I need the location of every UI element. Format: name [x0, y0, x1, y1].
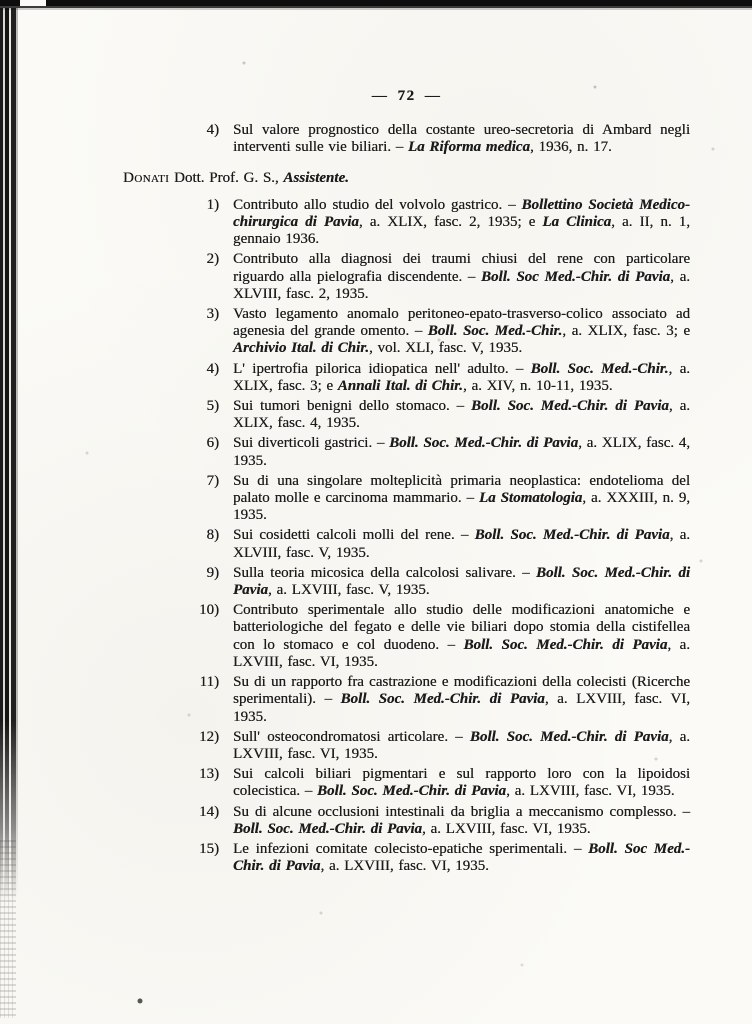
text-segment: Contributo sperimentale allo studio delle modificazioni anatomiche e batteriologiche del fegato e delle vie biliari dopo stomia della cistifellea con lo stomaco e col duodeno. –	[233, 602, 690, 653]
text-segment: , a. XXXIII, n. 9, 1935.	[233, 490, 691, 524]
text-segment: , a. LXVIII, fasc. VI, 1935.	[233, 691, 691, 725]
text-segment: Su di una singolare molteplicità primaria neoplastica: endotelioma del palato molle e carcinoma mammario. –	[233, 472, 690, 507]
text-segment: Sul valore prognostico della costante ureo-secretoria di Ambard negli interventi sulle vie biliari. –	[233, 122, 690, 156]
text-segment: , a. LXVIII, fasc. VI, 1935.	[233, 728, 690, 762]
text-segment: , a. XLIX, fasc. 4, 1935.	[233, 435, 690, 469]
text-segment: La Riforma medica	[407, 139, 530, 156]
item-text	[233, 361, 690, 394]
bibliography	[123, 122, 690, 875]
item-text	[233, 766, 690, 799]
text-segment: L' ipertrofia pilorica idiopatica nell' adulto. –	[233, 360, 531, 377]
text-segment: , a. LXVIII, fasc. VI, 1935.	[422, 820, 591, 837]
text-segment: Vasto legamento anomalo peritoneo-epato-trasverso-colico associato ad agenesia del grande omento. –	[233, 306, 690, 340]
text-segment: , a. XLIX, fasc. 4, 1935.	[233, 398, 690, 432]
text-segment: Boll. Soc. Med.-Chir. di Pavia	[469, 728, 669, 745]
text-segment: , a. LXVIII, fasc. VI, 1935.	[320, 858, 489, 875]
text-segment: Boll. Soc Med.-Chir. di Pavia	[233, 840, 690, 875]
bib-item	[123, 804, 690, 838]
text-segment: Su di alcune occlusioni intestinali da briglia a meccanismo complesso. –	[233, 803, 690, 820]
bib-item	[123, 729, 690, 763]
text-segment: Boll. Soc. Med.-Chir. di Pavia	[471, 398, 669, 415]
text-segment: Sui tumori benigni dello stomaco. –	[233, 398, 472, 415]
text-segment: Boll. Soc. Med.-Chir. di Pavia	[233, 820, 423, 837]
item-text	[233, 565, 690, 598]
bib-item	[123, 197, 690, 249]
item-text	[233, 122, 690, 155]
bib-item	[123, 527, 690, 561]
text-segment: , a. II, n. 1, gennaio 1936.	[233, 214, 690, 248]
bib-item	[123, 766, 690, 800]
bib-item	[123, 435, 690, 469]
text-segment: Assistente.	[283, 169, 349, 186]
text-segment: Boll. Soc. Med.-Chir. di Pavia	[317, 783, 507, 800]
text-segment: Sull' osteocondromatosi articolare. –	[233, 728, 470, 745]
item-number: 10)	[199, 602, 219, 619]
item-text	[233, 729, 690, 762]
text-segment: Contributo allo studio del volvolo gastrico. –	[233, 196, 522, 213]
text-segment: , a. LXVIII, fasc. V, 1935.	[268, 582, 430, 599]
text-segment: , a. XLVIII, fasc. V, 1935.	[233, 527, 690, 561]
text-segment: Boll. Soc Med.-Chir. di Pavia	[481, 268, 671, 285]
scan-left-edge-fade	[0, 840, 16, 1018]
item-number: 4)	[206, 360, 219, 377]
text-segment: Archivio Ital. di Chir.	[233, 340, 369, 357]
item-number: 11)	[199, 674, 219, 691]
text-segment: Boll. Soc. Med.-Chir. di Pavia	[340, 691, 545, 708]
text-segment: Sui cosidetti calcoli molli del rene. –	[233, 527, 475, 544]
text-segment: Bollettino Società Medico-chirurgica di Pavia	[233, 196, 691, 231]
scan-speckles	[0, 0, 2, 2]
item-number: 8)	[206, 527, 219, 544]
text-segment: Contributo alla diagnosi dei traumi chiusi del rene con particolare riguardo alla pielografia discendente. –	[233, 251, 690, 285]
text-segment: , a. XLVIII, fasc. 2, 1935.	[233, 268, 690, 302]
item-number: 15)	[199, 840, 219, 857]
item-number: 3)	[206, 306, 219, 323]
text-segment: , 1936, n. 17.	[529, 139, 612, 156]
page-content	[123, 88, 690, 878]
item-text	[233, 398, 690, 431]
text-segment: Su di un rapporto fra castrazione e modificazioni della colecisti (Ricerche sperimentali). –	[233, 674, 690, 708]
text-segment: , a. LXVIII, fasc. VI, 1935.	[233, 636, 690, 670]
bib-item	[123, 361, 690, 395]
text-segment: Boll. Soc. Med.-Chir. di Pavia	[233, 564, 690, 599]
bib-item	[123, 122, 690, 156]
item-number: 13)	[199, 766, 219, 783]
item-number: 6)	[206, 435, 219, 452]
item-number: 5)	[206, 398, 219, 415]
item-text	[233, 527, 690, 560]
item-text	[233, 251, 690, 301]
item-text	[233, 306, 690, 356]
text-segment: Sui calcoli biliari pigmentari e sul rapporto loro con la lipoidosi colecistica. –	[233, 766, 690, 800]
item-text	[233, 841, 690, 874]
item-number: 12)	[199, 728, 219, 745]
text-segment: , a. LXVIII, fasc. VI, 1935.	[506, 783, 675, 800]
bib-item	[123, 602, 690, 671]
text-segment: , a. XLIX, fasc. 3; e	[562, 323, 690, 340]
item-number: 4)	[206, 122, 219, 139]
text-segment: Donati	[123, 169, 170, 186]
item-number: 9)	[206, 564, 219, 581]
text-segment: Boll. Soc. Med.-Chir.	[530, 360, 669, 377]
text-segment: La Stomatologia	[478, 490, 583, 507]
text-segment: Le infezioni comitate colecisto-epatiche sperimentali. –	[233, 840, 589, 857]
text-segment: Boll. Soc. Med.-Chir. di Pavia	[463, 636, 668, 653]
text-segment: Boll. Soc. Med.-Chir.	[427, 323, 563, 340]
text-segment: , vol. XLI, fasc. V, 1935.	[368, 340, 523, 357]
text-segment: La Clinica	[542, 214, 612, 231]
bib-item	[123, 674, 690, 726]
item-text	[233, 197, 690, 247]
author-heading	[123, 170, 690, 187]
item-text	[233, 435, 690, 468]
text-segment: Boll. Soc. Med.-Chir. di Pavia	[474, 527, 670, 544]
item-number: 1)	[206, 196, 219, 213]
bib-item	[123, 398, 690, 432]
item-number: 14)	[199, 803, 219, 820]
scan-top-edge-band	[0, 0, 752, 10]
bib-item	[123, 565, 690, 599]
scan-top-edge-notch	[20, 0, 46, 6]
text-segment: Sui diverticoli gastrici. –	[233, 435, 390, 452]
scan-left-edge-band	[0, 0, 19, 900]
bib-item	[123, 251, 690, 303]
bib-item	[123, 841, 690, 875]
text-segment: , a. XLIX, fasc. 3; e	[233, 360, 690, 394]
item-text	[233, 473, 690, 523]
text-segment: Boll. Soc. Med.-Chir. di Pavia	[389, 435, 579, 452]
item-number: 2)	[206, 251, 219, 268]
text-segment: Dott. Prof. G. S.,	[169, 169, 284, 186]
bib-item	[123, 473, 690, 525]
item-text	[233, 602, 690, 670]
item-number: 7)	[206, 472, 219, 489]
item-text	[233, 804, 690, 837]
text-segment: , a. XIV, n. 10-11, 1935.	[462, 377, 613, 394]
item-text	[233, 674, 690, 724]
text-segment: , a. XLIX, fasc. 2, 1935; e	[358, 214, 543, 231]
text-segment: Annali Ital. di Chir.	[337, 377, 463, 394]
page-number: — 72 —	[371, 88, 442, 104]
text-segment: Sulla teoria micosica della calcolosi salivare. –	[233, 564, 536, 581]
bib-item	[123, 306, 690, 358]
